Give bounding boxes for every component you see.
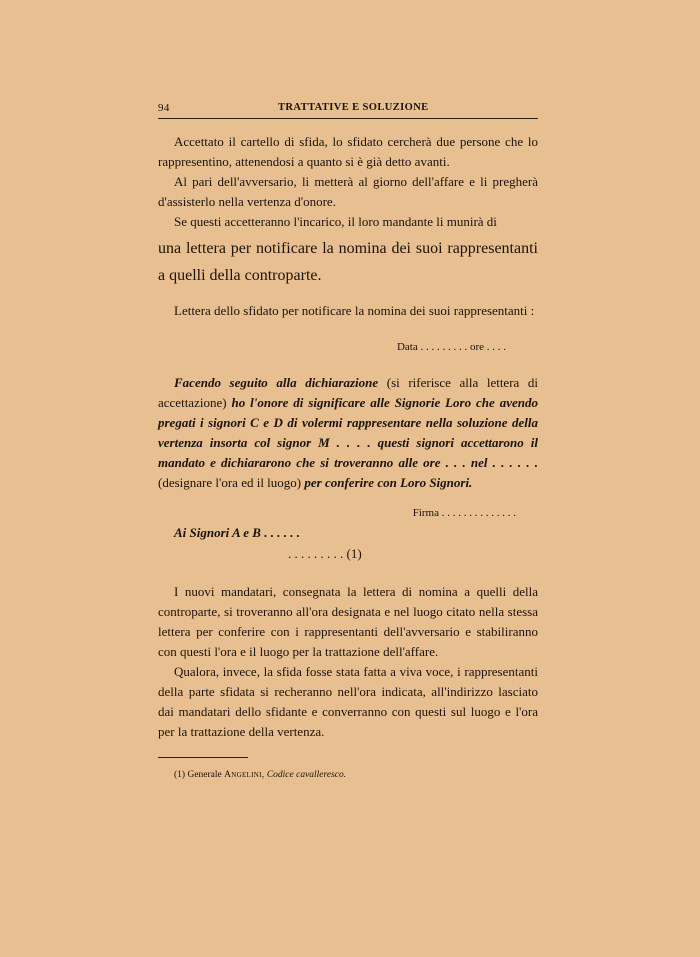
running-title: TRATTATIVE E SOLUZIONE: [278, 102, 429, 113]
letter-plain-2: (designare l'ora ed il luogo): [158, 475, 305, 490]
paragraph-qualora: Qualora, invece, la sfida fosse stata fatta a viva voce, i rappresentanti della parte sfidata si recheranno nell'ora indicata, all'indirizzo lasciato dai mandatari dello sfidante e converranno con questi sul luogo e l'ora per la trattazione della vertenza.: [158, 664, 538, 739]
page-header: [158, 98, 538, 118]
signature-line: Firma . . . . . . . . . . . . . .: [412, 507, 516, 519]
footnote-rule: [158, 757, 248, 758]
paragraph-large-lettera: una lettera per notificare la nomina dei suoi rappresentanti a quelli della controparte.: [158, 240, 538, 284]
page-body: [158, 132, 538, 782]
paragraph-al-pari: Al pari dell'avversario, li metterà al giorno dell'affare e li pregherà d'assisterlo nella vertenza d'onore.: [158, 174, 538, 209]
page-number: 94: [158, 102, 170, 114]
paragraph-accettato: Accettato il cartello di sfida, lo sfidato cercherà due persone che lo rappresentino, attenendosi a quanto si è già detto avanti.: [158, 134, 538, 169]
salutation: Ai Signori A e B . . . . . .: [174, 525, 300, 540]
paragraph-nuovi-mandatari: I nuovi mandatari, consegnata la lettera di nomina a quelli della controparte, si troveranno all'ora designata e nel luogo citato nella stessa lettera per conferire con i rappresentanti dell'avversario e stabiliranno con questi l'ora e il luogo per la trattazione dell'affare.: [158, 584, 538, 659]
letter-bold-3: per conferire con Loro Signori.: [304, 475, 473, 490]
paragraph-lettera-dello-sfidato: Lettera dello sfidato per notificare la nomina dei suoi rappresentanti :: [174, 303, 535, 318]
date-line: Data . . . . . . . . . ore . . . .: [396, 341, 506, 353]
letter-bold-2: ho l'onore di significare alle Signorie Loro che avendo pregati i signori C e D di volermi rappresentare nella soluzione della vertenza insorta col signor M . . . . questi signori accettarono il mandato e dichiararono che si troveranno alle ore . . . nel . . . . . .: [158, 395, 538, 470]
document-page: [158, 98, 538, 780]
spacer: [158, 289, 538, 301]
footnote-title: Codice cavalleresco.: [264, 770, 347, 780]
letter-body: [158, 373, 538, 493]
footnote-author: Angelini,: [224, 770, 265, 780]
paragraph-se-questi: Se questi accetteranno l'incarico, il loro mandante li munirà di: [174, 214, 497, 229]
footnote: [158, 768, 538, 782]
letter-plain-1: (si riferisce alla lettera di accettazione): [158, 375, 538, 410]
footnote-reference: . . . . . . . . . (1): [288, 546, 362, 561]
footnote-marker: (1) Generale: [174, 770, 225, 780]
header-rule: [158, 118, 538, 119]
letter-bold-1: Facendo seguito alla dichiarazione: [174, 375, 379, 390]
